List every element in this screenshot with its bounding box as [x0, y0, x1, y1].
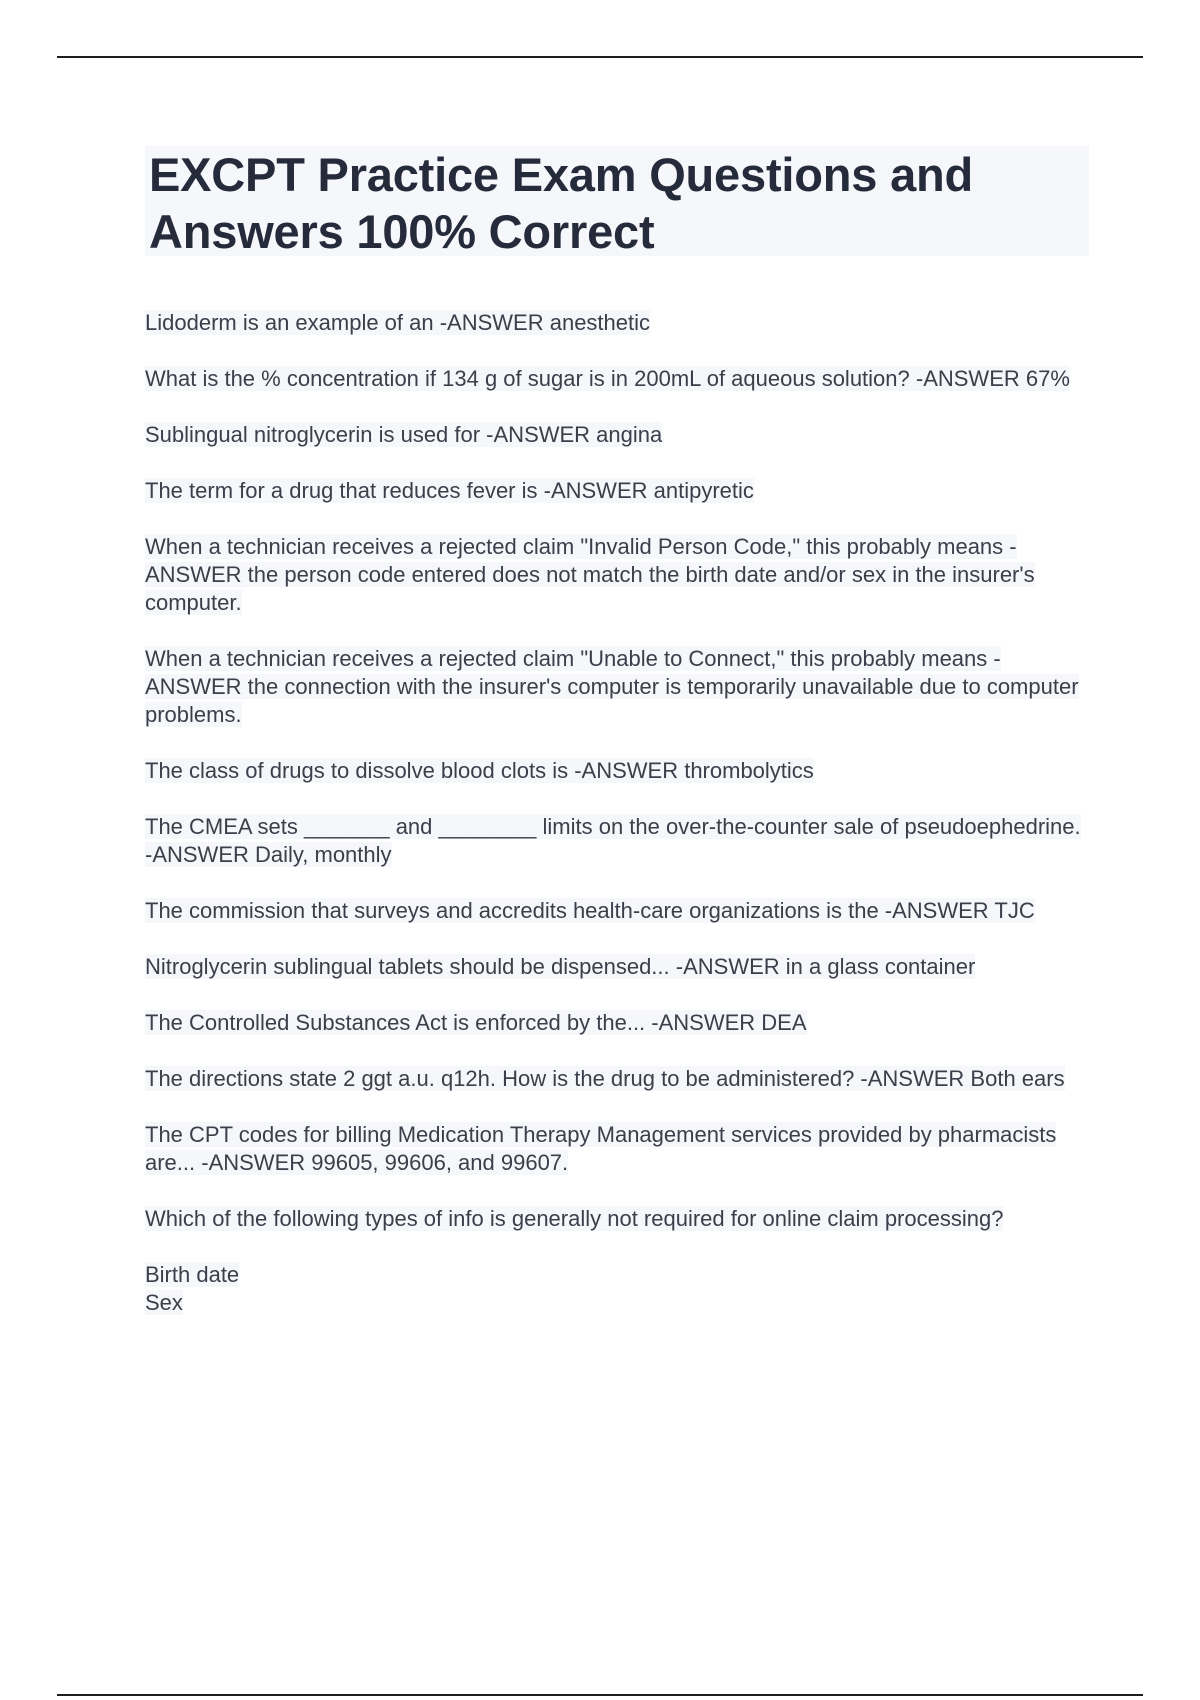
qa-item: The Controlled Substances Act is enforced by the... -ANSWER DEA — [145, 1010, 807, 1035]
qa-item: The class of drugs to dissolve blood clots is -ANSWER thrombolytics — [145, 758, 814, 783]
qa-item: The commission that surveys and accredits health-care organizations is the -ANSWER TJC — [145, 898, 1035, 923]
qa-item: The directions state 2 ggt a.u. q12h. How is the drug to be administered? -ANSWER Both ears — [145, 1066, 1065, 1091]
qa-item: Lidoderm is an example of an -ANSWER anesthetic — [145, 310, 651, 335]
qa-item: When a technician receives a rejected claim "Unable to Connect," this probably means -ANSWER the connection with the insurer's computer is temporarily unavailable due to computer problems. — [145, 646, 1079, 727]
qa-item: The term for a drug that reduces fever is -ANSWER antipyretic — [145, 478, 754, 503]
bottom-rule — [57, 1694, 1143, 1696]
title-block — [145, 146, 1089, 256]
document-body — [145, 309, 1089, 1317]
qa-item: Which of the following types of info is generally not required for online claim processing? — [145, 1206, 1004, 1231]
top-rule — [57, 56, 1143, 58]
qa-item: Nitroglycerin sublingual tablets should be dispensed... -ANSWER in a glass container — [145, 954, 976, 979]
qa-item: When a technician receives a rejected claim "Invalid Person Code," this probably means -ANSWER the person code entered does not match the birth date and/or sex in the insurer's computer. — [145, 534, 1035, 615]
qa-item: The CMEA sets _______ and ________ limits on the over-the-counter sale of pseudoephedrine. -ANSWER Daily, monthly — [145, 814, 1081, 867]
document-title: EXCPT Practice Exam Questions and Answers 100% Correct — [149, 148, 974, 258]
option-item: Sex — [145, 1290, 183, 1315]
answer-options — [145, 1261, 1089, 1317]
qa-item: Sublingual nitroglycerin is used for -ANSWER angina — [145, 422, 663, 447]
qa-item: What is the % concentration if 134 g of sugar is in 200mL of aqueous solution? -ANSWER 67% — [145, 366, 1070, 391]
qa-item: The CPT codes for billing Medication Therapy Management services provided by pharmacists are... -ANSWER 99605, 99606, and 99607. — [145, 1122, 1057, 1175]
option-item: Birth date — [145, 1262, 240, 1287]
